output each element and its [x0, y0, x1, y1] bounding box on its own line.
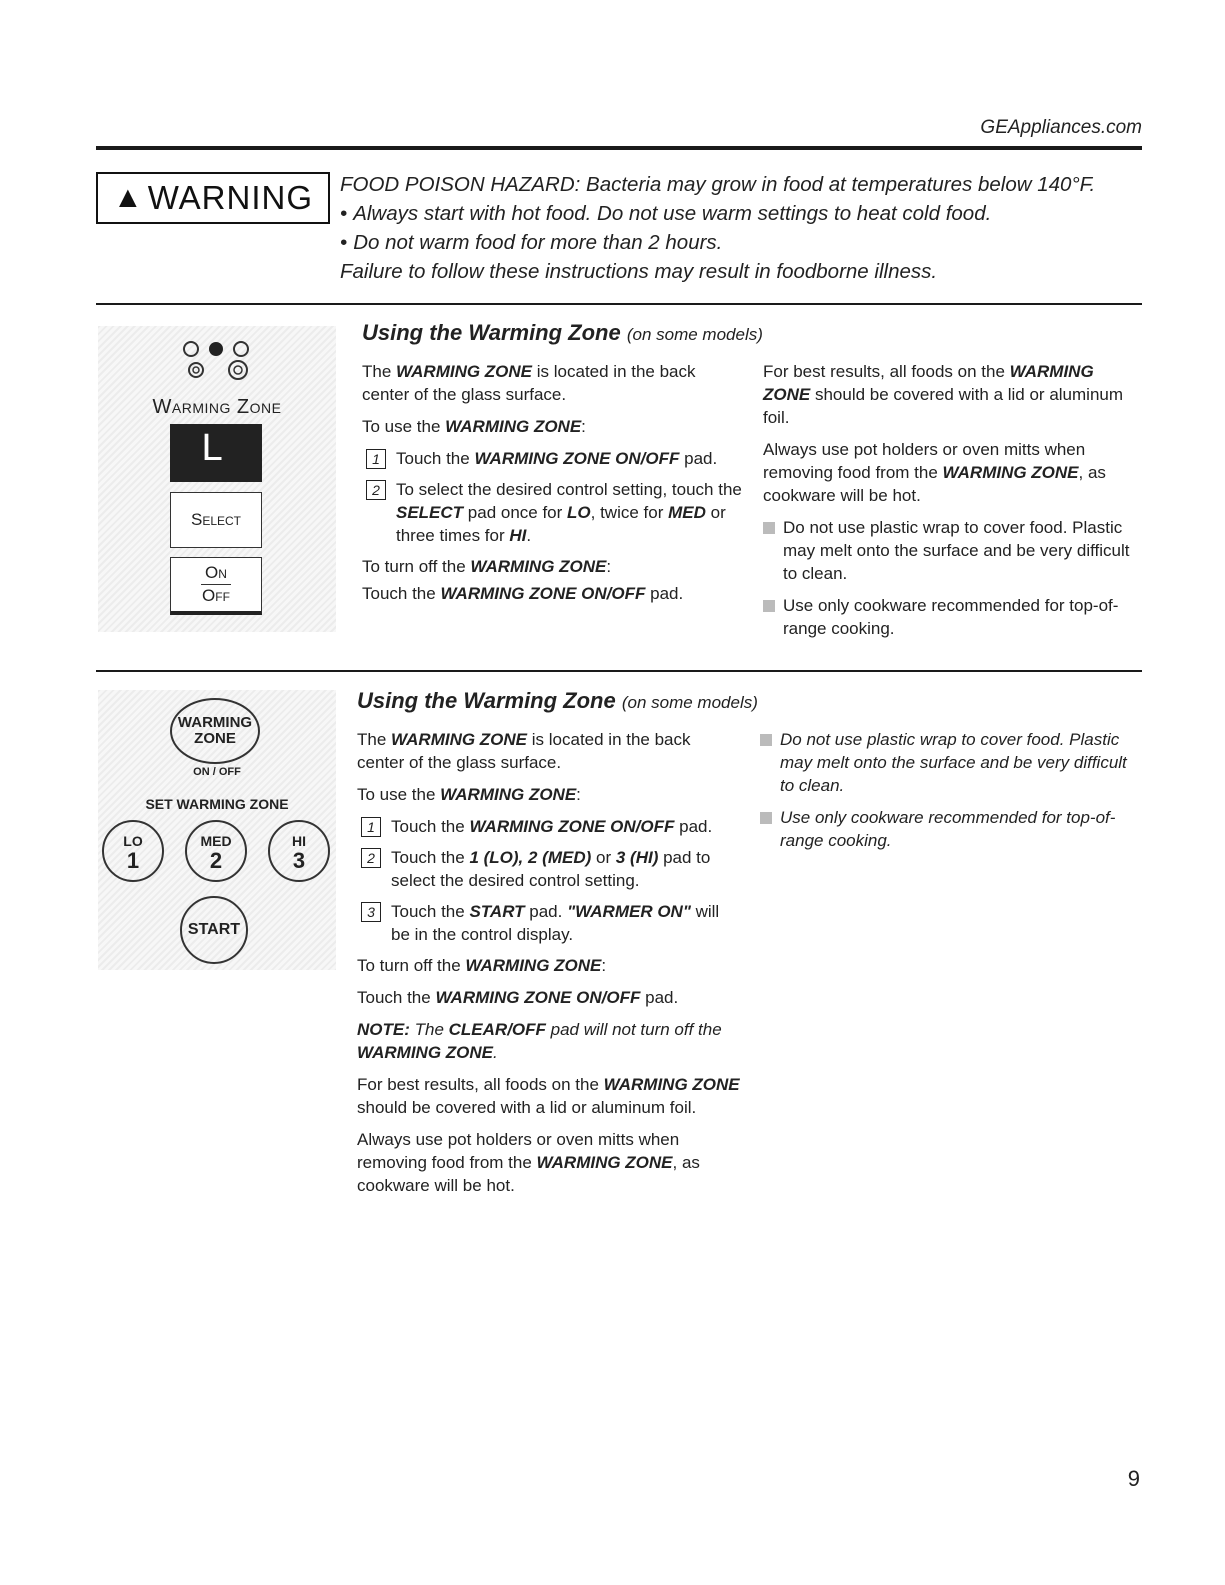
step-text: Touch the START pad. "WARMER ON" will be in the control display. — [391, 902, 720, 944]
step-1 — [362, 447, 747, 470]
paragraph: To turn off the WARMING ZONE: — [357, 956, 607, 975]
med-pad[interactable]: MED 2 — [185, 820, 247, 882]
section-divider — [96, 670, 1142, 672]
step-number: 1 — [366, 449, 386, 469]
paragraph: The WARMING ZONE is located in the back center of the glass surface. — [362, 362, 696, 404]
bullet-square-icon — [763, 522, 775, 534]
site-url: GEAppliances.com — [980, 117, 1142, 138]
note: NOTE: The CLEAR/OFF pad will not turn off the WARMING ZONE. — [357, 1020, 722, 1062]
section2-column-right — [760, 728, 1145, 861]
bullet-item: Use only cookware recommended for top-of-range cooking. — [760, 806, 1145, 852]
step-number: 1 — [361, 817, 381, 837]
step-number: 3 — [361, 902, 381, 922]
paragraph: For best results, all foods on the WARMING ZONE should be covered with a lid or aluminum foil. — [357, 1075, 740, 1117]
display-readout: L — [200, 428, 225, 473]
bullet-item: Use only cookware recommended for top-of-range cooking. — [763, 594, 1145, 640]
step-2 — [362, 478, 747, 547]
paragraph: Always use pot holders or oven mitts when removing food from the WARMING ZONE, as cookware will be hot. — [357, 1130, 700, 1195]
bullet-square-icon — [760, 812, 772, 824]
paragraph: Touch the WARMING ZONE ON/OFF pad. — [357, 988, 679, 1007]
control-panel-illustration-1 — [98, 326, 336, 632]
control-panel-illustration-2 — [98, 690, 336, 970]
step-3 — [357, 900, 742, 946]
paragraph: To use the WARMING ZONE: — [362, 417, 586, 436]
display-window — [170, 424, 262, 482]
paragraph: The WARMING ZONE is located in the back center of the glass surface. — [357, 730, 691, 772]
step-text: To select the desired control setting, touch the SELECT pad once for LO, twice for MED or three times for HI. — [396, 480, 742, 545]
paragraph: Always use pot holders or oven mitts when removing food from the WARMING ZONE, as cookware will be hot. — [763, 440, 1106, 505]
bullet-item: Do not use plastic wrap to cover food. Plastic may melt onto the surface and be very difficult to clean. — [760, 728, 1145, 797]
step-2 — [357, 846, 742, 892]
warming-zone-pad[interactable]: WARMING ZONE — [170, 698, 260, 764]
warning-line: FOOD POISON HAZARD: Bacteria may grow in food at temperatures below 140°F. — [340, 173, 1096, 196]
warning-box — [96, 172, 330, 224]
paragraph: To turn off the WARMING ZONE: — [362, 557, 612, 576]
header-rule — [96, 146, 1142, 150]
step-number: 2 — [361, 848, 381, 868]
select-pad[interactable]: Select — [170, 492, 262, 548]
set-warming-zone-label: SET WARMING ZONE — [145, 796, 289, 812]
step-1 — [357, 815, 742, 838]
warning-line: • Always start with hot food. Do not use warm settings to heat cold food. — [340, 202, 992, 225]
start-pad[interactable]: START — [180, 896, 248, 964]
off-label: Off — [202, 586, 230, 605]
on-off-label: ON / OFF — [193, 766, 241, 778]
hi-pad[interactable]: HI 3 — [268, 820, 330, 882]
on-label: On — [201, 562, 231, 585]
warming-zone-label: Warming Zone — [152, 396, 282, 418]
section2-column-left — [357, 728, 742, 1206]
step-text: Touch the WARMING ZONE ON/OFF pad. — [391, 817, 713, 836]
lo-pad[interactable]: LO 1 — [102, 820, 164, 882]
step-text: Touch the 1 (LO), 2 (MED) or 3 (HI) pad to select the desired control setting. — [391, 848, 711, 890]
bullet-square-icon — [763, 600, 775, 612]
page-number: 9 — [1127, 1466, 1140, 1491]
warning-line: Failure to follow these instructions may result in foodborne illness. — [340, 260, 938, 283]
section-divider — [96, 303, 1142, 305]
bullet-square-icon — [760, 734, 772, 746]
section1-column-right — [763, 360, 1145, 649]
section-title: Using the Warming Zone (on some models) — [357, 688, 758, 713]
warning-line: • Do not warm food for more than 2 hours. — [340, 231, 723, 254]
paragraph: For best results, all foods on the WARMING ZONE should be covered with a lid or aluminum foil. — [763, 362, 1124, 427]
warning-text — [340, 170, 1160, 286]
section-title: Using the Warming Zone (on some models) — [362, 320, 763, 345]
on-off-pad[interactable] — [170, 557, 262, 615]
bullet-item: Do not use plastic wrap to cover food. Plastic may melt onto the surface and be very difficult to clean. — [763, 516, 1145, 585]
step-number: 2 — [366, 480, 386, 500]
paragraph: To use the WARMING ZONE: — [357, 785, 581, 804]
paragraph: Touch the WARMING ZONE ON/OFF pad. — [362, 584, 684, 603]
warning-triangle-icon: ▲ — [113, 181, 144, 214]
section1-column-left — [362, 360, 747, 614]
warning-label: WARNING — [147, 179, 313, 216]
step-text: Touch the WARMING ZONE ON/OFF pad. — [396, 449, 718, 468]
